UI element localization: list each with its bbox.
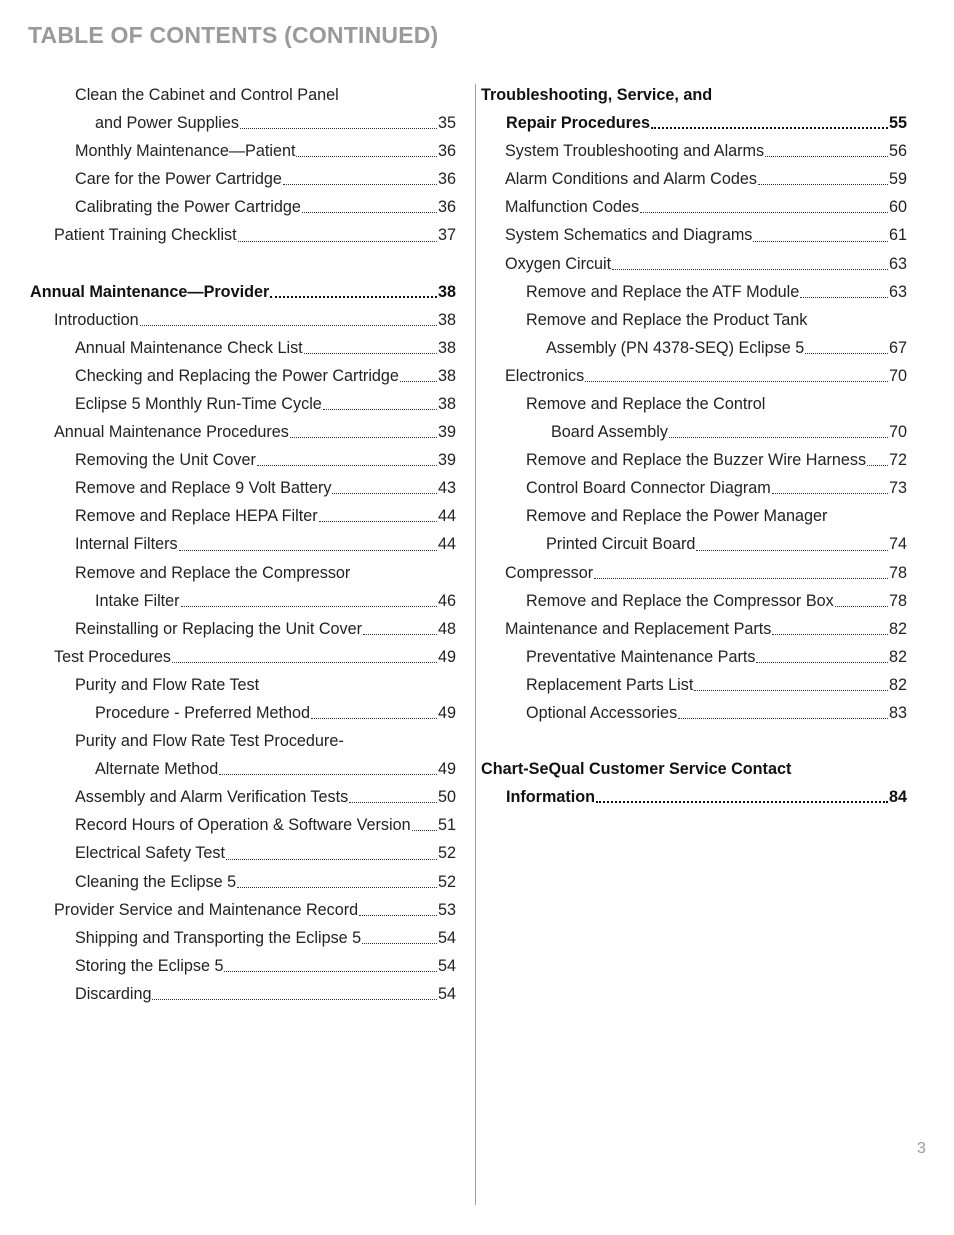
- toc-entry-page: 43: [437, 479, 456, 498]
- toc-entry-label: Clean the Cabinet and Control Panel: [75, 85, 339, 104]
- toc-entry-label: and Power Supplies: [95, 114, 239, 133]
- dot-leader: [594, 577, 888, 579]
- dot-leader: [753, 240, 888, 242]
- toc-entry-label: Replacement Parts List: [526, 675, 694, 694]
- toc-entry-label: Optional Accessories: [526, 704, 678, 722]
- toc-entry-page: 46: [437, 591, 456, 610]
- toc-entry-label: Oxygen Circuit: [505, 254, 612, 273]
- dot-leader: [835, 605, 888, 607]
- toc-entry[interactable]: [30, 137, 456, 165]
- toc-entry-page: 84: [888, 788, 907, 807]
- toc-entry[interactable]: [30, 643, 456, 671]
- toc-entry-label: Maintenance and Replacement Parts: [505, 619, 772, 638]
- column-divider: [475, 84, 476, 1205]
- toc-entry-page: 38: [437, 338, 456, 357]
- toc-entry[interactable]: [481, 559, 907, 587]
- toc-section-heading[interactable]: [481, 783, 907, 811]
- toc-entry[interactable]: [481, 615, 907, 643]
- toc-entry-label: Remove and Replace 9 Volt Battery: [75, 479, 332, 498]
- page-number: 3: [917, 1140, 926, 1157]
- toc-entry-page: 78: [888, 591, 907, 610]
- toc-entry[interactable]: [481, 165, 907, 193]
- dot-leader: [181, 605, 437, 607]
- toc-entry[interactable]: [481, 671, 907, 699]
- toc-entry-label: Remove and Replace the Product Tank: [526, 310, 808, 329]
- toc-entry[interactable]: [30, 868, 456, 896]
- toc-entry-page: 50: [437, 788, 456, 807]
- dot-leader: [363, 633, 437, 635]
- toc-entry-label: Remove and Replace the Buzzer Wire Harness: [526, 451, 867, 470]
- toc-entry-label: Calibrating the Power Cartridge: [75, 198, 301, 217]
- dot-leader: [238, 240, 437, 242]
- toc-entry-label: Patient Training Checklist: [54, 226, 237, 245]
- dot-leader: [179, 549, 437, 551]
- dot-leader: [758, 183, 888, 185]
- toc-entry-page: 49: [437, 647, 456, 666]
- toc-entry[interactable]: [481, 699, 907, 727]
- toc-entry-page: 82: [888, 619, 907, 638]
- toc-entry[interactable]: [30, 390, 456, 418]
- toc-entry[interactable]: [30, 334, 456, 362]
- dot-leader: [296, 155, 437, 157]
- toc-entry-page: 52: [437, 844, 456, 863]
- toc-spacer: [481, 727, 907, 755]
- dot-leader: [612, 268, 888, 270]
- toc-entry-label: Record Hours of Operation & Software Version: [75, 816, 411, 835]
- toc-entry-page: 63: [888, 254, 907, 273]
- toc-entry-label: Intake Filter: [95, 591, 180, 610]
- toc-entry-label: Checking and Replacing the Power Cartridge: [75, 366, 399, 385]
- toc-entry-page: 82: [888, 647, 907, 666]
- toc-entry[interactable]: [481, 531, 907, 559]
- toc-entry[interactable]: [481, 137, 907, 165]
- toc-entry[interactable]: [30, 502, 456, 530]
- toc-entry-label: Electronics: [505, 366, 585, 385]
- toc-spacer: [30, 250, 456, 278]
- toc-entry-label: System Schematics and Diagrams: [505, 226, 753, 245]
- toc-entry-page: 54: [437, 928, 456, 947]
- toc-entry-label: Discarding: [75, 984, 152, 1003]
- toc-entry-label: Annual Maintenance Check List: [75, 338, 303, 357]
- dot-leader: [290, 436, 437, 438]
- toc-entry-page: 61: [888, 226, 907, 245]
- toc-entry[interactable]: [481, 390, 907, 418]
- dot-leader: [257, 464, 437, 466]
- dot-leader: [224, 970, 437, 972]
- toc-entry-page: 36: [437, 198, 456, 217]
- toc-entry-page: 36: [437, 142, 456, 161]
- toc-entry-label: Procedure - Preferred Method: [95, 704, 311, 722]
- dot-leader: [765, 155, 888, 157]
- toc-entry[interactable]: [30, 587, 456, 615]
- toc-entry[interactable]: [30, 165, 456, 193]
- toc-entry-page: 52: [437, 872, 456, 891]
- toc-entry[interactable]: [30, 446, 456, 474]
- toc-entry-page: 38: [437, 282, 456, 301]
- dot-leader: [172, 661, 437, 663]
- toc-entry-label: Shipping and Transporting the Eclipse 5: [75, 928, 362, 947]
- dot-leader: [805, 352, 888, 354]
- toc-entry[interactable]: [481, 418, 907, 446]
- toc-entry[interactable]: [30, 531, 456, 559]
- toc-entry-label: Malfunction Codes: [505, 198, 640, 217]
- dot-leader: [332, 492, 437, 494]
- toc-entry-label: Board Assembly: [551, 423, 668, 442]
- toc-entry-page: 59: [888, 170, 907, 189]
- toc-entry-page: 56: [888, 142, 907, 161]
- toc-section-heading[interactable]: [481, 81, 907, 109]
- toc-entry-label: Assembly (PN 4378-SEQ) Eclipse 5: [546, 338, 805, 357]
- dot-leader: [640, 211, 888, 213]
- toc-entry[interactable]: [30, 727, 456, 755]
- dot-leader: [867, 464, 888, 466]
- toc-entry-page: 53: [437, 900, 456, 919]
- toc-entry[interactable]: [481, 250, 907, 278]
- toc-entry[interactable]: [30, 783, 456, 811]
- toc-entry[interactable]: [30, 362, 456, 390]
- toc-entry-label: Removing the Unit Cover: [75, 451, 256, 470]
- toc-entry[interactable]: [30, 755, 456, 783]
- toc-entry-label: Annual Maintenance—Provider: [30, 282, 270, 301]
- toc-entry[interactable]: [481, 502, 907, 530]
- dot-leader: [669, 436, 888, 438]
- toc-entry-label: Electrical Safety Test: [75, 844, 225, 863]
- toc-entry[interactable]: [30, 671, 456, 699]
- dot-leader: [311, 717, 437, 719]
- toc-entry-page: 39: [437, 423, 456, 442]
- toc-entry-label: Reinstalling or Replacing the Unit Cover: [75, 619, 363, 638]
- toc-entry-page: 73: [888, 479, 907, 498]
- dot-leader: [152, 998, 437, 1000]
- toc-entry-label: Monthly Maintenance—Patient: [75, 142, 296, 161]
- toc-entry-page: 63: [888, 282, 907, 301]
- toc-entry-label: Remove and Replace the Control: [526, 394, 766, 413]
- toc-entry-page: 78: [888, 563, 907, 582]
- toc-entry[interactable]: [30, 109, 456, 137]
- dot-leader: [772, 492, 888, 494]
- dot-leader: [140, 324, 437, 326]
- dot-leader: [226, 858, 437, 860]
- dot-leader: [678, 717, 888, 719]
- toc-entry-page: 54: [437, 984, 456, 1003]
- toc-entry[interactable]: [481, 446, 907, 474]
- dot-leader: [319, 520, 437, 522]
- toc-entry-label: Remove and Replace the Compressor: [75, 563, 351, 582]
- dot-leader: [400, 380, 437, 382]
- dot-leader: [772, 633, 888, 635]
- toc-entry-label: Purity and Flow Rate Test Procedure-: [75, 732, 344, 751]
- dot-leader: [800, 296, 888, 298]
- toc-entry-label: Internal Filters: [75, 535, 178, 554]
- toc-entry[interactable]: [30, 418, 456, 446]
- dot-leader: [270, 294, 437, 298]
- page-title: TABLE OF CONTENTS (CONTINUED): [28, 22, 439, 48]
- toc-section-heading[interactable]: [481, 755, 907, 783]
- toc-entry[interactable]: [30, 559, 456, 587]
- toc-entry-page: 82: [888, 675, 907, 694]
- toc-entry[interactable]: [30, 615, 456, 643]
- toc-entry[interactable]: [481, 474, 907, 502]
- toc-entry-page: 60: [888, 198, 907, 217]
- toc-entry-page: 54: [437, 956, 456, 975]
- toc-entry-page: 83: [888, 704, 907, 722]
- toc-entry[interactable]: [481, 587, 907, 615]
- toc-entry-label: Care for the Power Cartridge: [75, 170, 282, 189]
- toc-entry-page: 72: [888, 451, 907, 470]
- toc-entry[interactable]: [30, 811, 456, 839]
- toc-entry[interactable]: [481, 362, 907, 390]
- toc-entry[interactable]: [30, 840, 456, 868]
- toc-entry[interactable]: [481, 334, 907, 362]
- toc-entry-page: 70: [888, 366, 907, 385]
- toc-entry-label: Purity and Flow Rate Test: [75, 675, 260, 694]
- toc-entry[interactable]: [30, 474, 456, 502]
- toc-entry-page: 38: [437, 310, 456, 329]
- dot-leader: [323, 408, 437, 410]
- toc-entry-page: 44: [437, 535, 456, 554]
- dot-leader: [756, 661, 888, 663]
- toc-entry-label: Annual Maintenance Procedures: [54, 423, 289, 442]
- toc-entry-label: Cleaning the Eclipse 5: [75, 872, 237, 891]
- toc-entry-label: Alarm Conditions and Alarm Codes: [505, 170, 757, 189]
- toc-entry-label: Information: [506, 788, 596, 807]
- toc-entry[interactable]: [30, 306, 456, 334]
- toc-entry-label: Remove and Replace the Compressor Box: [526, 591, 834, 610]
- dot-leader: [359, 914, 437, 916]
- dot-leader: [651, 125, 888, 129]
- toc-entry-page: 38: [437, 366, 456, 385]
- toc-entry-label: Troubleshooting, Service, and: [481, 85, 713, 104]
- dot-leader: [694, 689, 888, 691]
- toc-entry-page: 48: [437, 619, 456, 638]
- dot-leader: [696, 549, 888, 551]
- toc-right-column: [481, 81, 907, 811]
- dot-leader: [362, 942, 437, 944]
- toc-entry-page: 74: [888, 535, 907, 554]
- toc-entry-label: Preventative Maintenance Parts: [526, 647, 756, 666]
- toc-entry[interactable]: [481, 643, 907, 671]
- toc-entry-label: Remove and Replace the Power Manager: [526, 507, 828, 526]
- toc-entry-label: Alternate Method: [95, 760, 219, 779]
- dot-leader: [596, 799, 888, 803]
- toc-entry-label: Provider Service and Maintenance Record: [54, 900, 359, 919]
- toc-entry[interactable]: [481, 306, 907, 334]
- toc-entry-label: Remove and Replace HEPA Filter: [75, 507, 318, 526]
- toc-entry-label: Chart-SeQual Customer Service Contact: [481, 760, 792, 779]
- toc-entry-label: Remove and Replace the ATF Module: [526, 282, 800, 301]
- toc-entry[interactable]: [30, 221, 456, 249]
- toc-entry[interactable]: [30, 699, 456, 727]
- toc-entry-label: Assembly and Alarm Verification Tests: [75, 788, 349, 807]
- toc-entry-page: 36: [437, 170, 456, 189]
- toc-section-heading[interactable]: [481, 109, 907, 137]
- dot-leader: [302, 211, 437, 213]
- toc-entry-page: 55: [888, 114, 907, 133]
- toc-entry[interactable]: [30, 980, 456, 1008]
- dot-leader: [349, 801, 437, 803]
- toc-entry-page: 70: [888, 423, 907, 442]
- toc-entry-page: 51: [437, 816, 456, 835]
- toc-entry[interactable]: [30, 896, 456, 924]
- toc-entry[interactable]: [30, 193, 456, 221]
- toc-entry-label: Introduction: [54, 310, 139, 329]
- toc-entry-label: Control Board Connector Diagram: [526, 479, 771, 498]
- toc-entry[interactable]: [481, 278, 907, 306]
- toc-left-column: [30, 81, 456, 1008]
- toc-entry[interactable]: [30, 924, 456, 952]
- toc-entry-label: Compressor: [505, 563, 594, 582]
- toc-entry-page: 49: [437, 704, 456, 722]
- dot-leader: [585, 380, 888, 382]
- toc-entry-page: 37: [437, 226, 456, 245]
- dot-leader: [237, 886, 437, 888]
- toc-entry-label: Eclipse 5 Monthly Run-Time Cycle: [75, 394, 322, 413]
- toc-entry-page: 44: [437, 507, 456, 526]
- dot-leader: [283, 183, 437, 185]
- toc-entry-label: System Troubleshooting and Alarms: [505, 142, 765, 161]
- toc-entry-page: 38: [437, 394, 456, 413]
- toc-section-heading[interactable]: [30, 278, 456, 306]
- toc-entry[interactable]: [30, 81, 456, 109]
- toc-entry[interactable]: [481, 193, 907, 221]
- toc-entry-page: 67: [888, 338, 907, 357]
- dot-leader: [219, 773, 437, 775]
- toc-entry-page: 35: [437, 114, 456, 133]
- toc-entry-label: Printed Circuit Board: [546, 535, 696, 554]
- dot-leader: [304, 352, 437, 354]
- toc-entry-label: Test Procedures: [54, 647, 171, 666]
- toc-entry-label: Storing the Eclipse 5: [75, 956, 224, 975]
- dot-leader: [240, 127, 437, 129]
- toc-entry-page: 39: [437, 451, 456, 470]
- toc-entry[interactable]: [481, 221, 907, 249]
- dot-leader: [412, 829, 437, 831]
- toc-entry-label: Repair Procedures: [506, 114, 650, 133]
- toc-entry[interactable]: [30, 952, 456, 980]
- toc-entry-page: 49: [437, 760, 456, 779]
